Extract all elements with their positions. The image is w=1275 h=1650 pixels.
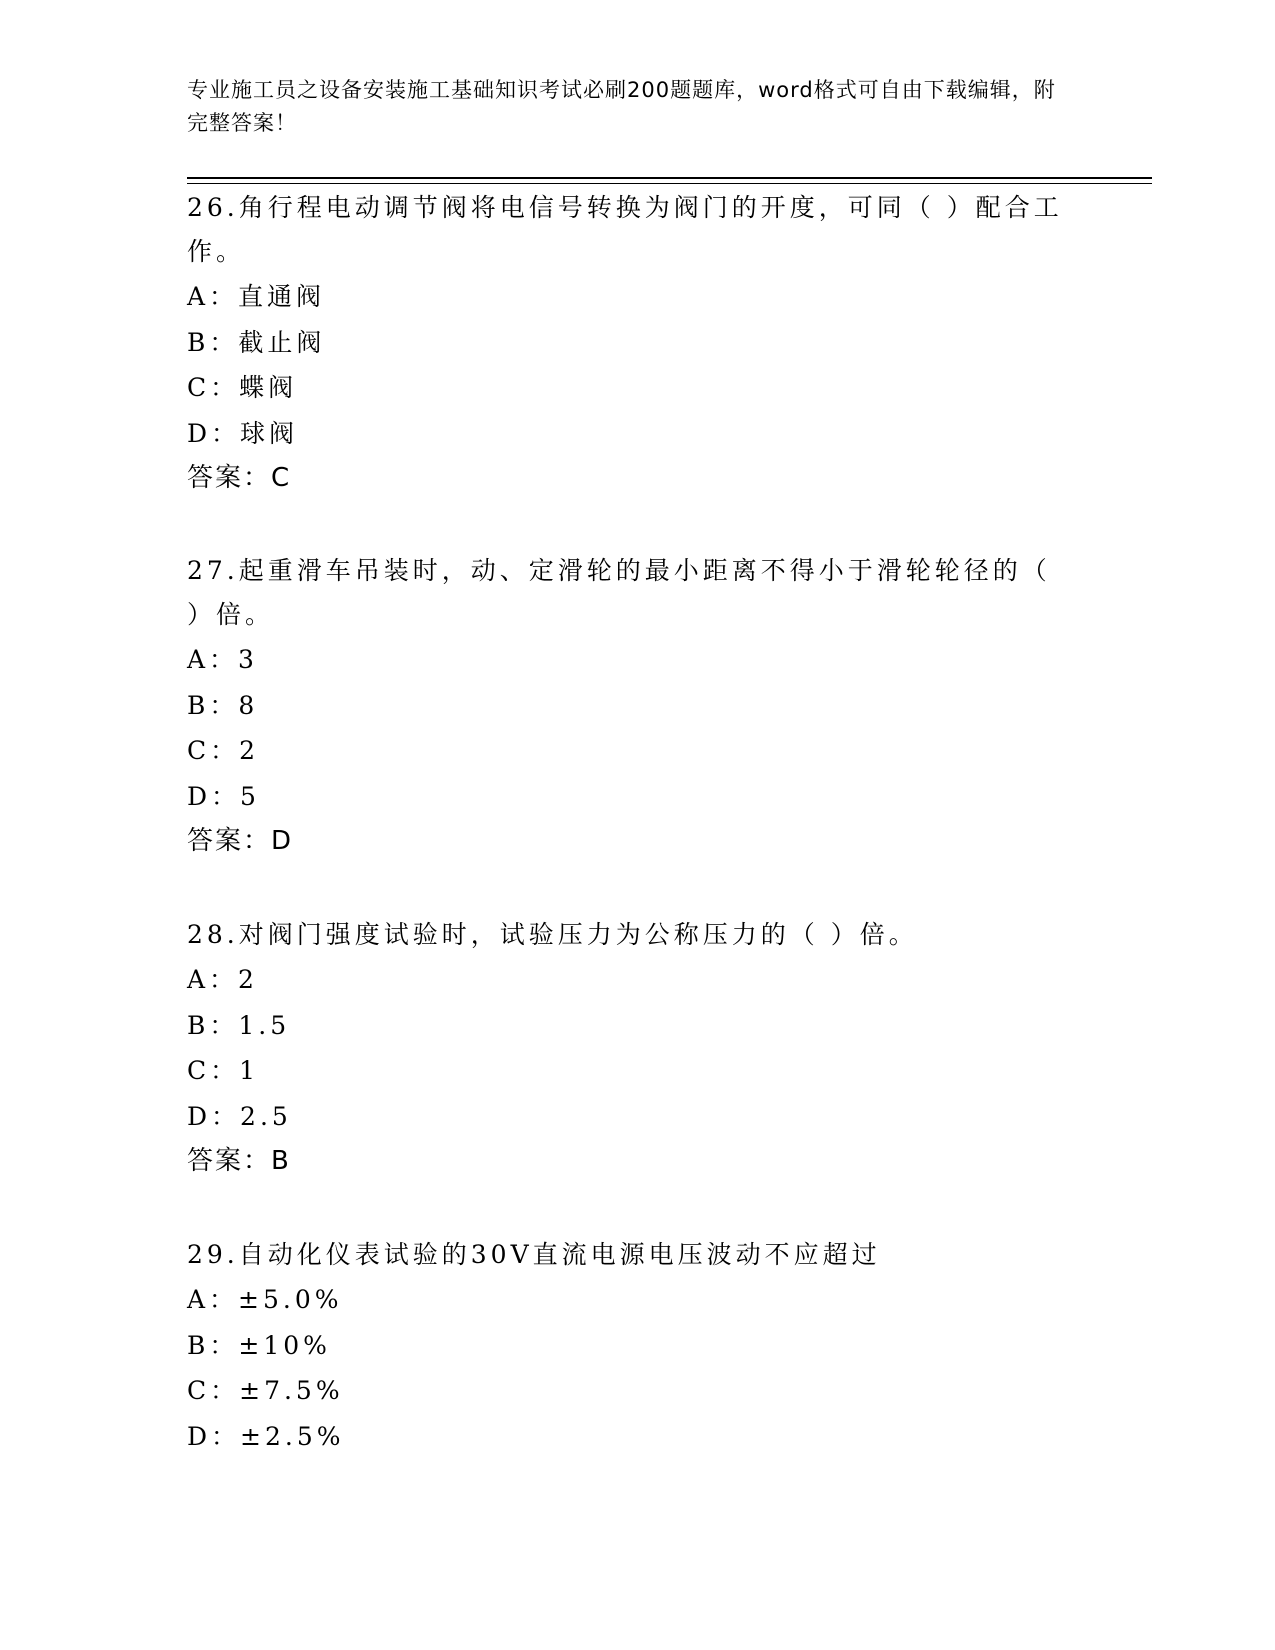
option-d: D：2.5 (187, 1101, 292, 1131)
question-26 (187, 186, 1067, 501)
option-a: A：3 (187, 645, 258, 674)
answer-line: 答案：B (187, 1146, 291, 1176)
question-29 (187, 1233, 1067, 1459)
option-c: C：蝶阀 (187, 373, 298, 402)
option-c: C：1 (187, 1056, 260, 1085)
option-d: D：球阀 (187, 418, 299, 448)
answer-line: 答案：D (187, 826, 294, 856)
option-b: B：截止阀 (187, 327, 326, 357)
header-divider-thick (187, 177, 1152, 179)
option-c: C：2 (187, 736, 260, 765)
option-a: A：±5.0% (187, 1285, 343, 1314)
option-b: B：8 (187, 690, 259, 720)
option-a: A：直通阀 (187, 282, 326, 311)
header-divider-thin (187, 183, 1152, 184)
option-b: B：±10% (187, 1330, 331, 1360)
option-d: D：±2.5% (187, 1421, 345, 1451)
option-b: B：1.5 (187, 1010, 291, 1040)
option-c: C：±7.5% (187, 1376, 344, 1405)
question-text: 28.对阀门强度试验时，试验压力为公称压力的（ ）倍。 (187, 920, 918, 949)
question-text: 29.自动化仪表试验的30V直流电源电压波动不应超过 (187, 1240, 881, 1269)
question-27 (187, 549, 1067, 864)
document-title: 专业施工员之设备安装施工基础知识考试必刷200题题库，word格式可自由下载编辑，附完整答案！ (187, 78, 1056, 135)
question-28 (187, 913, 1067, 1184)
option-a: A：2 (187, 965, 258, 994)
question-text: 26.角行程电动调节阀将电信号转换为阀门的开度，可同（ ）配合工作。 (187, 193, 1063, 266)
answer-line: 答案：C (187, 463, 292, 493)
question-text: 27.起重滑车吊装时，动、定滑轮的最小距离不得小于滑轮轮径的（ ）倍。 (187, 556, 1051, 629)
option-d: D：5 (187, 781, 260, 811)
